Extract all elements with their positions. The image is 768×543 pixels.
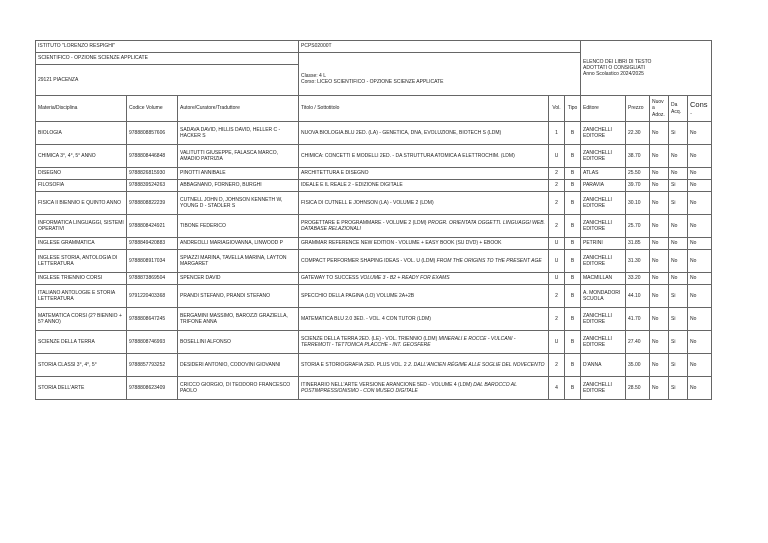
row-subject: INGLESE TRIENNIO CORSI — [36, 273, 127, 285]
row-recommended: No — [688, 122, 712, 145]
row-publisher: MACMILLAN — [581, 273, 626, 285]
row-author: ANDREOLLI MARIAGIOVANNA, LINWOOD P — [178, 238, 299, 250]
row-subject: STORIA DELL'ARTE — [36, 377, 127, 400]
row-subject: DISEGNO — [36, 168, 127, 180]
row-vol: 2 — [549, 215, 565, 238]
row-recommended: No — [688, 285, 712, 308]
row-subject: FILOSOFIA — [36, 180, 127, 192]
row-author: VALITUTTI GIUSEPPE, FALASCA MARCO, AMADIO PATRIZIA — [178, 145, 299, 168]
row-publisher: ZANICHELLI EDITORE — [581, 145, 626, 168]
row-title — [299, 238, 549, 250]
row-price: 22.30 — [626, 122, 650, 145]
school-address: 29121 PIACENZA — [36, 65, 299, 96]
row-author: SADAVA DAVID, HILLIS DAVID, HELLER C - HACKER S — [178, 122, 299, 145]
table-row — [36, 250, 712, 273]
row-code: 9788839524263 — [127, 180, 178, 192]
row-new-adoption: No — [650, 285, 669, 308]
row-title-subtitle: PROGR. ORIENTATA OGGETTI. LINGUAGGI WEB. DATABASE RELAZIONALI — [301, 219, 545, 232]
row-to-buy: Si — [669, 192, 688, 215]
col-to-buy: Da Acq. — [669, 96, 688, 122]
row-new-adoption: No — [650, 238, 669, 250]
row-price: 30.10 — [626, 192, 650, 215]
row-vol: U — [549, 238, 565, 250]
row-new-adoption: No — [650, 250, 669, 273]
row-to-buy: Si — [669, 331, 688, 354]
row-code: 9788808746993 — [127, 331, 178, 354]
row-subject: BIOLOGIA — [36, 122, 127, 145]
row-type: B — [565, 215, 581, 238]
row-price: 27.40 — [626, 331, 650, 354]
row-to-buy: Si — [669, 180, 688, 192]
book-list-table — [35, 40, 712, 400]
row-title — [299, 145, 549, 168]
table-row — [36, 180, 712, 192]
row-vol: 4 — [549, 377, 565, 400]
row-publisher: PARAVIA — [581, 180, 626, 192]
row-price: 35.00 — [626, 354, 650, 377]
col-new-adoption: Nuova Adoz. — [650, 96, 669, 122]
row-vol: U — [549, 273, 565, 285]
row-price: 38.70 — [626, 145, 650, 168]
row-type: B — [565, 122, 581, 145]
row-to-buy: Si — [669, 122, 688, 145]
row-code: 9788808822239 — [127, 192, 178, 215]
row-title-subtitle: 2. DALL'ANCIEN RÉGIME ALLE SOGLIE DEL NOVECENTO — [408, 361, 545, 368]
row-title-main: IDEALE E IL REALE 2 - EDIZIONE DIGITALE — [301, 182, 403, 189]
row-new-adoption: No — [650, 122, 669, 145]
row-to-buy: No — [669, 168, 688, 180]
row-code: 9788808446848 — [127, 145, 178, 168]
row-vol: U — [549, 250, 565, 273]
row-to-buy: No — [669, 215, 688, 238]
row-subject: SCIENZE DELLA TERRA — [36, 331, 127, 354]
row-author: SPIAZZI MARINA, TAVELLA MARINA, LAYTON MARGARET — [178, 250, 299, 273]
row-publisher: ZANICHELLI EDITORE — [581, 122, 626, 145]
row-title — [299, 168, 549, 180]
row-title-subtitle: VOLUME 3 - B2 + READY FOR EXAMS — [360, 275, 450, 282]
row-title-main: ITINERARIO NELL'ARTE VERSIONE ARANCIONE 5ED - VOLUME 4 (LDM) — [301, 381, 472, 388]
row-to-buy: No — [669, 273, 688, 285]
row-publisher: ZANICHELLI EDITORE — [581, 215, 626, 238]
table-row — [36, 215, 712, 238]
row-code: 9788808857606 — [127, 122, 178, 145]
row-to-buy: No — [669, 145, 688, 168]
col-price: Prezzo — [626, 96, 650, 122]
row-recommended: No — [688, 168, 712, 180]
row-new-adoption: No — [650, 273, 669, 285]
row-price: 31.85 — [626, 238, 650, 250]
row-code: 9788808424921 — [127, 215, 178, 238]
row-recommended: No — [688, 331, 712, 354]
row-price: 44.10 — [626, 285, 650, 308]
row-to-buy: Si — [669, 285, 688, 308]
col-publisher: Editore — [581, 96, 626, 122]
row-publisher: D'ANNA — [581, 354, 626, 377]
row-vol: U — [549, 145, 565, 168]
row-vol: 1 — [549, 122, 565, 145]
table-row — [36, 192, 712, 215]
row-recommended: No — [688, 192, 712, 215]
row-publisher: ZANICHELLI EDITORE — [581, 192, 626, 215]
row-vol: 2 — [549, 192, 565, 215]
row-title — [299, 377, 549, 400]
row-code: 9788826815930 — [127, 168, 178, 180]
row-title-subtitle: FROM THE ORIGINS TO THE PRESENT AGE — [436, 257, 542, 264]
table-row — [36, 238, 712, 250]
row-type: B — [565, 250, 581, 273]
row-author: DESIDERI ANTONIO, CODOVINI GIOVANNI — [178, 354, 299, 377]
row-new-adoption: No — [650, 168, 669, 180]
col-recommended: Cons. — [688, 96, 712, 122]
row-code: 9788849420883 — [127, 238, 178, 250]
row-title-main: COMPACT PERFORMER SHAPING IDEAS - VOL. U (LDM) — [301, 257, 436, 264]
row-recommended: No — [688, 354, 712, 377]
row-title-main: SPECCHIO DELLA PAGINA (LO) VOLUME 2A+2B — [301, 292, 415, 299]
row-price: 28.50 — [626, 377, 650, 400]
row-author: ABBAGNANO, FORNERO, BURGHI — [178, 180, 299, 192]
row-title-main: STORIA E STORIOGRAFIA 2ED. PLUS VOL. 2 — [301, 361, 407, 368]
row-subject: FISICA II BIENNIO E QUINTO ANNO — [36, 192, 127, 215]
row-to-buy: Si — [669, 308, 688, 331]
row-to-buy: No — [669, 238, 688, 250]
row-code: 9788857793252 — [127, 354, 178, 377]
row-author: PRANDI STEFANO, PRANDI STEFANO — [178, 285, 299, 308]
class-cell — [299, 53, 581, 96]
table-row — [36, 273, 712, 285]
row-publisher: ZANICHELLI EDITORE — [581, 308, 626, 331]
row-title-main: GRAMMAR REFERENCE NEW EDITION - VOLUME + EASY BOOK (SU DVD) + EBOOK — [301, 240, 502, 247]
row-author: CRICCO GIORGIO, DI TEODORO FRANCESCO PAOLO — [178, 377, 299, 400]
row-code: 9788808917034 — [127, 250, 178, 273]
row-title — [299, 331, 549, 354]
row-vol: 2 — [549, 168, 565, 180]
col-type: Tipo — [565, 96, 581, 122]
col-vol: Vol. — [549, 96, 565, 122]
table-row — [36, 168, 712, 180]
row-new-adoption: No — [650, 354, 669, 377]
row-title — [299, 192, 549, 215]
row-title — [299, 250, 549, 273]
table-row — [36, 377, 712, 400]
row-type: B — [565, 354, 581, 377]
row-title-main: SCIENZE DELLA TERRA 2ED. (LE) - VOL. TRIENNIO (LDM) — [301, 335, 438, 342]
row-price: 25.70 — [626, 215, 650, 238]
col-code: Codice Volume — [127, 96, 178, 122]
row-publisher: PETRINI — [581, 238, 626, 250]
row-type: B — [565, 273, 581, 285]
row-recommended: No — [688, 308, 712, 331]
row-title-main: ARCHITETTURA E DISEGNO — [301, 170, 369, 177]
table-row — [36, 308, 712, 331]
row-title — [299, 215, 549, 238]
row-title-main: FISICA DI CUTNELL E JOHNSON (LA) - VOLUME 2 (LDM) — [301, 199, 434, 206]
row-title-main: PROGETTARE E PROGRAMMARE - VOLUME 2 (LDM) — [301, 219, 427, 226]
table-row — [36, 331, 712, 354]
row-recommended: No — [688, 377, 712, 400]
school-type: SCIENTIFICO - OPZIONE SCIENZE APPLICATE — [36, 53, 299, 65]
row-title-main: MATEMATICA BLU 2.0 3ED. - VOL. 4 CON TUTOR (LDM) — [301, 315, 431, 322]
row-title — [299, 122, 549, 145]
row-title-main: GATEWAY TO SUCCESS — [301, 275, 359, 282]
row-new-adoption: No — [650, 331, 669, 354]
row-subject: STORIA CLASSI 3°, 4°, 5° — [36, 354, 127, 377]
row-recommended: No — [688, 215, 712, 238]
row-subject: CHIMICA 3°, 4°, 5° ANNO — [36, 145, 127, 168]
row-vol: 2 — [549, 180, 565, 192]
row-new-adoption: No — [650, 215, 669, 238]
row-type: B — [565, 331, 581, 354]
table-row — [36, 122, 712, 145]
row-vol: 2 — [549, 354, 565, 377]
table-row — [36, 285, 712, 308]
row-title-main: NUOVA BIOLOGIA.BLU 2ED. (LA) - GENETICA, DNA, EVOLUZIONE, BIOTECH S (LDM) — [301, 129, 502, 136]
row-author: BOSELLINI ALFONSO — [178, 331, 299, 354]
row-recommended: No — [688, 238, 712, 250]
row-recommended: No — [688, 273, 712, 285]
row-to-buy: Si — [669, 354, 688, 377]
row-publisher: ZANICHELLI EDITORE — [581, 250, 626, 273]
row-title-main: CHIMICA: CONCETTI E MODELLI 2ED. - DA STRUTTURA ATOMICA A ELETTROCHIM. (LDM) — [301, 152, 515, 159]
list-title: ELENCO DEI LIBRI DI TESTO — [583, 58, 652, 65]
row-author: PINOTTI ANNIBALE — [178, 168, 299, 180]
row-price: 31.30 — [626, 250, 650, 273]
row-to-buy: No — [669, 250, 688, 273]
row-title-subtitle: DAL BAROCCO AL POSTIMPRESSIONISMO - CON MUSEO DIGITALE — [301, 381, 517, 394]
list-subtitle: ADOTTATI O CONSIGLIATI — [583, 64, 645, 71]
row-new-adoption: No — [650, 180, 669, 192]
row-code: 9788873869504 — [127, 273, 178, 285]
row-price: 33.20 — [626, 273, 650, 285]
school-name: ISTITUTO "LORENZO RESPIGHI" — [36, 41, 299, 53]
row-code: 9788808623409 — [127, 377, 178, 400]
table-row — [36, 145, 712, 168]
row-type: B — [565, 192, 581, 215]
row-new-adoption: No — [650, 145, 669, 168]
row-type: B — [565, 308, 581, 331]
class-label: Classe: 4 L — [301, 72, 327, 79]
row-author: BERGAMINI MASSIMO, BAROZZI GRAZIELLA, TRIFONE ANNA — [178, 308, 299, 331]
row-new-adoption: No — [650, 192, 669, 215]
row-new-adoption: No — [650, 377, 669, 400]
row-author: SPENCER DAVID — [178, 273, 299, 285]
row-title — [299, 354, 549, 377]
row-title — [299, 180, 549, 192]
row-price: 39.70 — [626, 180, 650, 192]
row-subject: INGLESE STORIA, ANTOLOGIA DI LETTERATURA — [36, 250, 127, 273]
row-publisher: ATLAS — [581, 168, 626, 180]
row-price: 41.70 — [626, 308, 650, 331]
row-type: B — [565, 285, 581, 308]
row-title — [299, 308, 549, 331]
row-recommended: No — [688, 180, 712, 192]
row-new-adoption: No — [650, 308, 669, 331]
row-subject: INFORMATICA LINGUAGGI, SISTEMI OPERATIVI — [36, 215, 127, 238]
row-publisher: ZANICHELLI EDITORE — [581, 331, 626, 354]
row-subject: MATEMATICA CORSI (2? BIENNIO + 5? ANNO) — [36, 308, 127, 331]
book-list-sheet — [35, 40, 711, 400]
row-subject: INGLESE GRAMMATICA — [36, 238, 127, 250]
row-title-subtitle: MINERALI E ROCCE - VULCANI - TERREMOTI - TETTONICA PLACCHE - INT. GEOSFERE — [301, 335, 516, 348]
row-title — [299, 273, 549, 285]
school-code: PCPS02000T — [299, 41, 581, 53]
col-subject: Materia/Disciplina — [36, 96, 127, 122]
row-title — [299, 285, 549, 308]
row-vol: 2 — [549, 308, 565, 331]
row-code: 9791220403368 — [127, 285, 178, 308]
row-publisher: ZANICHELLI EDITORE — [581, 377, 626, 400]
col-author: Autore/Curatore/Traduttore — [178, 96, 299, 122]
table-row — [36, 354, 712, 377]
row-author: TIBONE FEDERICO — [178, 215, 299, 238]
course-label: Corso: LICEO SCIENTIFICO - OPZIONE SCIENZE APPLICATE — [301, 79, 444, 85]
row-recommended: No — [688, 145, 712, 168]
row-price: 25.50 — [626, 168, 650, 180]
row-author: CUTNELL JOHN D, JOHNSON KENNETH W, YOUNG D - STADLER S — [178, 192, 299, 215]
school-year: Anno Scolastico 2024/2025 — [583, 71, 644, 78]
row-vol: U — [549, 331, 565, 354]
row-vol: 2 — [549, 285, 565, 308]
row-type: B — [565, 238, 581, 250]
row-type: B — [565, 168, 581, 180]
row-publisher: A. MONDADORI SCUOLA — [581, 285, 626, 308]
row-subject: ITALIANO ANTOLOGIE E STORIA LETTERATURA — [36, 285, 127, 308]
row-type: B — [565, 377, 581, 400]
list-heading-cell — [581, 41, 712, 96]
row-code: 9788808647245 — [127, 308, 178, 331]
row-recommended: No — [688, 250, 712, 273]
col-title: Titolo / Sottotitolo — [299, 96, 549, 122]
row-type: B — [565, 180, 581, 192]
row-to-buy: Si — [669, 377, 688, 400]
row-type: B — [565, 145, 581, 168]
